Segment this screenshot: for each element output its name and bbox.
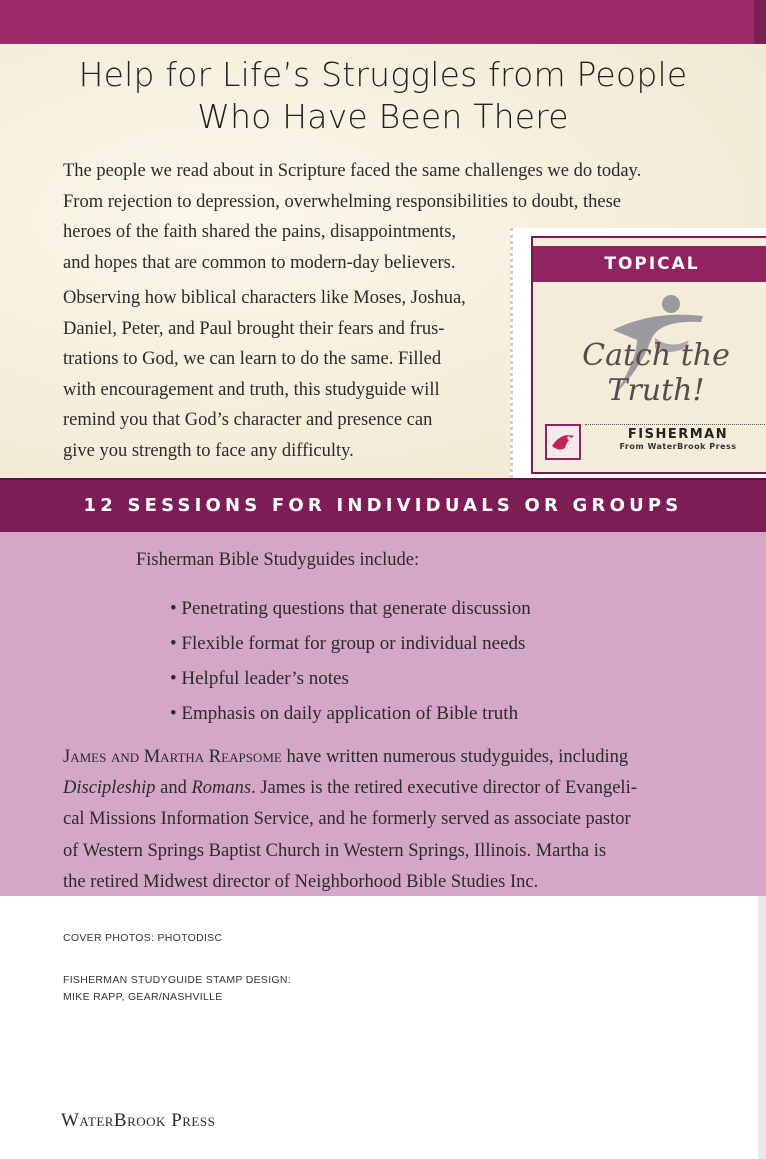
list-item: • Emphasis on daily application of Bible truth: [170, 696, 531, 731]
bio-line-1: [63, 742, 637, 773]
stamp-brand: [585, 424, 766, 451]
sessions-band-text: 12 SESSIONS FOR INDIVIDUALS OR GROUPS: [83, 495, 683, 516]
bio-line-4: of Western Springs Baptist Church in Western Springs, Illinois. Martha is: [63, 840, 607, 861]
list-item: • Penetrating questions that generate discussion: [170, 591, 531, 626]
intro-paragraph-2: [63, 283, 466, 467]
photo-credit: COVER PHOTOS: PHOTODISC: [63, 932, 223, 944]
features-lead: Fisherman Bible Studyguides include:: [136, 550, 420, 570]
book-title: Discipleship: [63, 778, 156, 799]
stamp-brand-subtitle: From WaterBrook Press: [619, 442, 737, 451]
stamp-script-text: Catch the Truth!: [582, 338, 730, 408]
page-edge: [758, 896, 766, 1159]
bio-text: . James is the retired executive director of Evangeli-: [251, 778, 637, 799]
intro-p1-line: The people we read about in Scripture faced the same challenges we do today.: [63, 161, 642, 181]
book-title: Romans: [191, 778, 252, 799]
intro-p2-line: Daniel, Peter, and Paul brought their fears and frus-: [63, 318, 445, 339]
fish-logo-icon: [545, 424, 581, 460]
stamp-brand-name: FISHERMAN: [627, 427, 729, 442]
features-list: [170, 591, 531, 731]
stamp-credit-line-1: FISHERMAN STUDYGUIDE STAMP DESIGN:: [63, 974, 292, 986]
bio-text: and: [155, 778, 192, 799]
intro-p2-line: give you strength to face any difficulty.: [63, 440, 354, 461]
list-item: • Helpful leader’s notes: [170, 661, 531, 696]
bio-line-2: [63, 773, 637, 804]
headline-line-1: Help for Life’s Struggles from People: [78, 55, 688, 94]
bio-line-3: cal Missions Information Service, and he formerly served as associate pastor: [63, 809, 631, 830]
bio-line-5: the retired Midwest director of Neighborhood Bible Studies Inc.: [63, 871, 539, 892]
fisherman-stamp: [510, 228, 766, 478]
list-item: • Flexible format for group or individual needs: [170, 626, 531, 661]
author-bio: [63, 742, 637, 898]
intro-p2-line: remind you that God’s character and presence can: [63, 410, 433, 431]
author-names: James and Martha Reapsome: [63, 747, 282, 767]
intro-p1-line: From rejection to depression, overwhelming responsibilities to doubt, these: [63, 191, 621, 212]
intro-p1-line: heroes of the faith shared the pains, disappointments,: [63, 222, 457, 243]
headline-line-2: Who Have Been There: [197, 97, 569, 136]
stamp-frame: [531, 236, 766, 474]
intro-p2-line: Observing how biblical characters like Moses, Joshua,: [63, 288, 466, 308]
top-color-strip: [0, 0, 766, 45]
bio-text: have written numerous studyguides, including: [281, 747, 629, 767]
pink-panel: [0, 532, 766, 896]
publisher-name: WaterBrook Press: [61, 1110, 216, 1131]
intro-p1-line: and hopes that are common to modern-day believers.: [63, 252, 456, 273]
stamp-category: TOPICAL: [533, 246, 766, 282]
intro-p2-line: with encouragement and truth, this studyguide will: [63, 379, 440, 400]
intro-p2-line: trations to God, we can learn to do the same. Filled: [63, 349, 442, 370]
stamp-credit-line-2: MIKE RAPP, GEAR/NASHVILLE: [63, 991, 223, 1003]
sessions-band: [0, 478, 766, 534]
